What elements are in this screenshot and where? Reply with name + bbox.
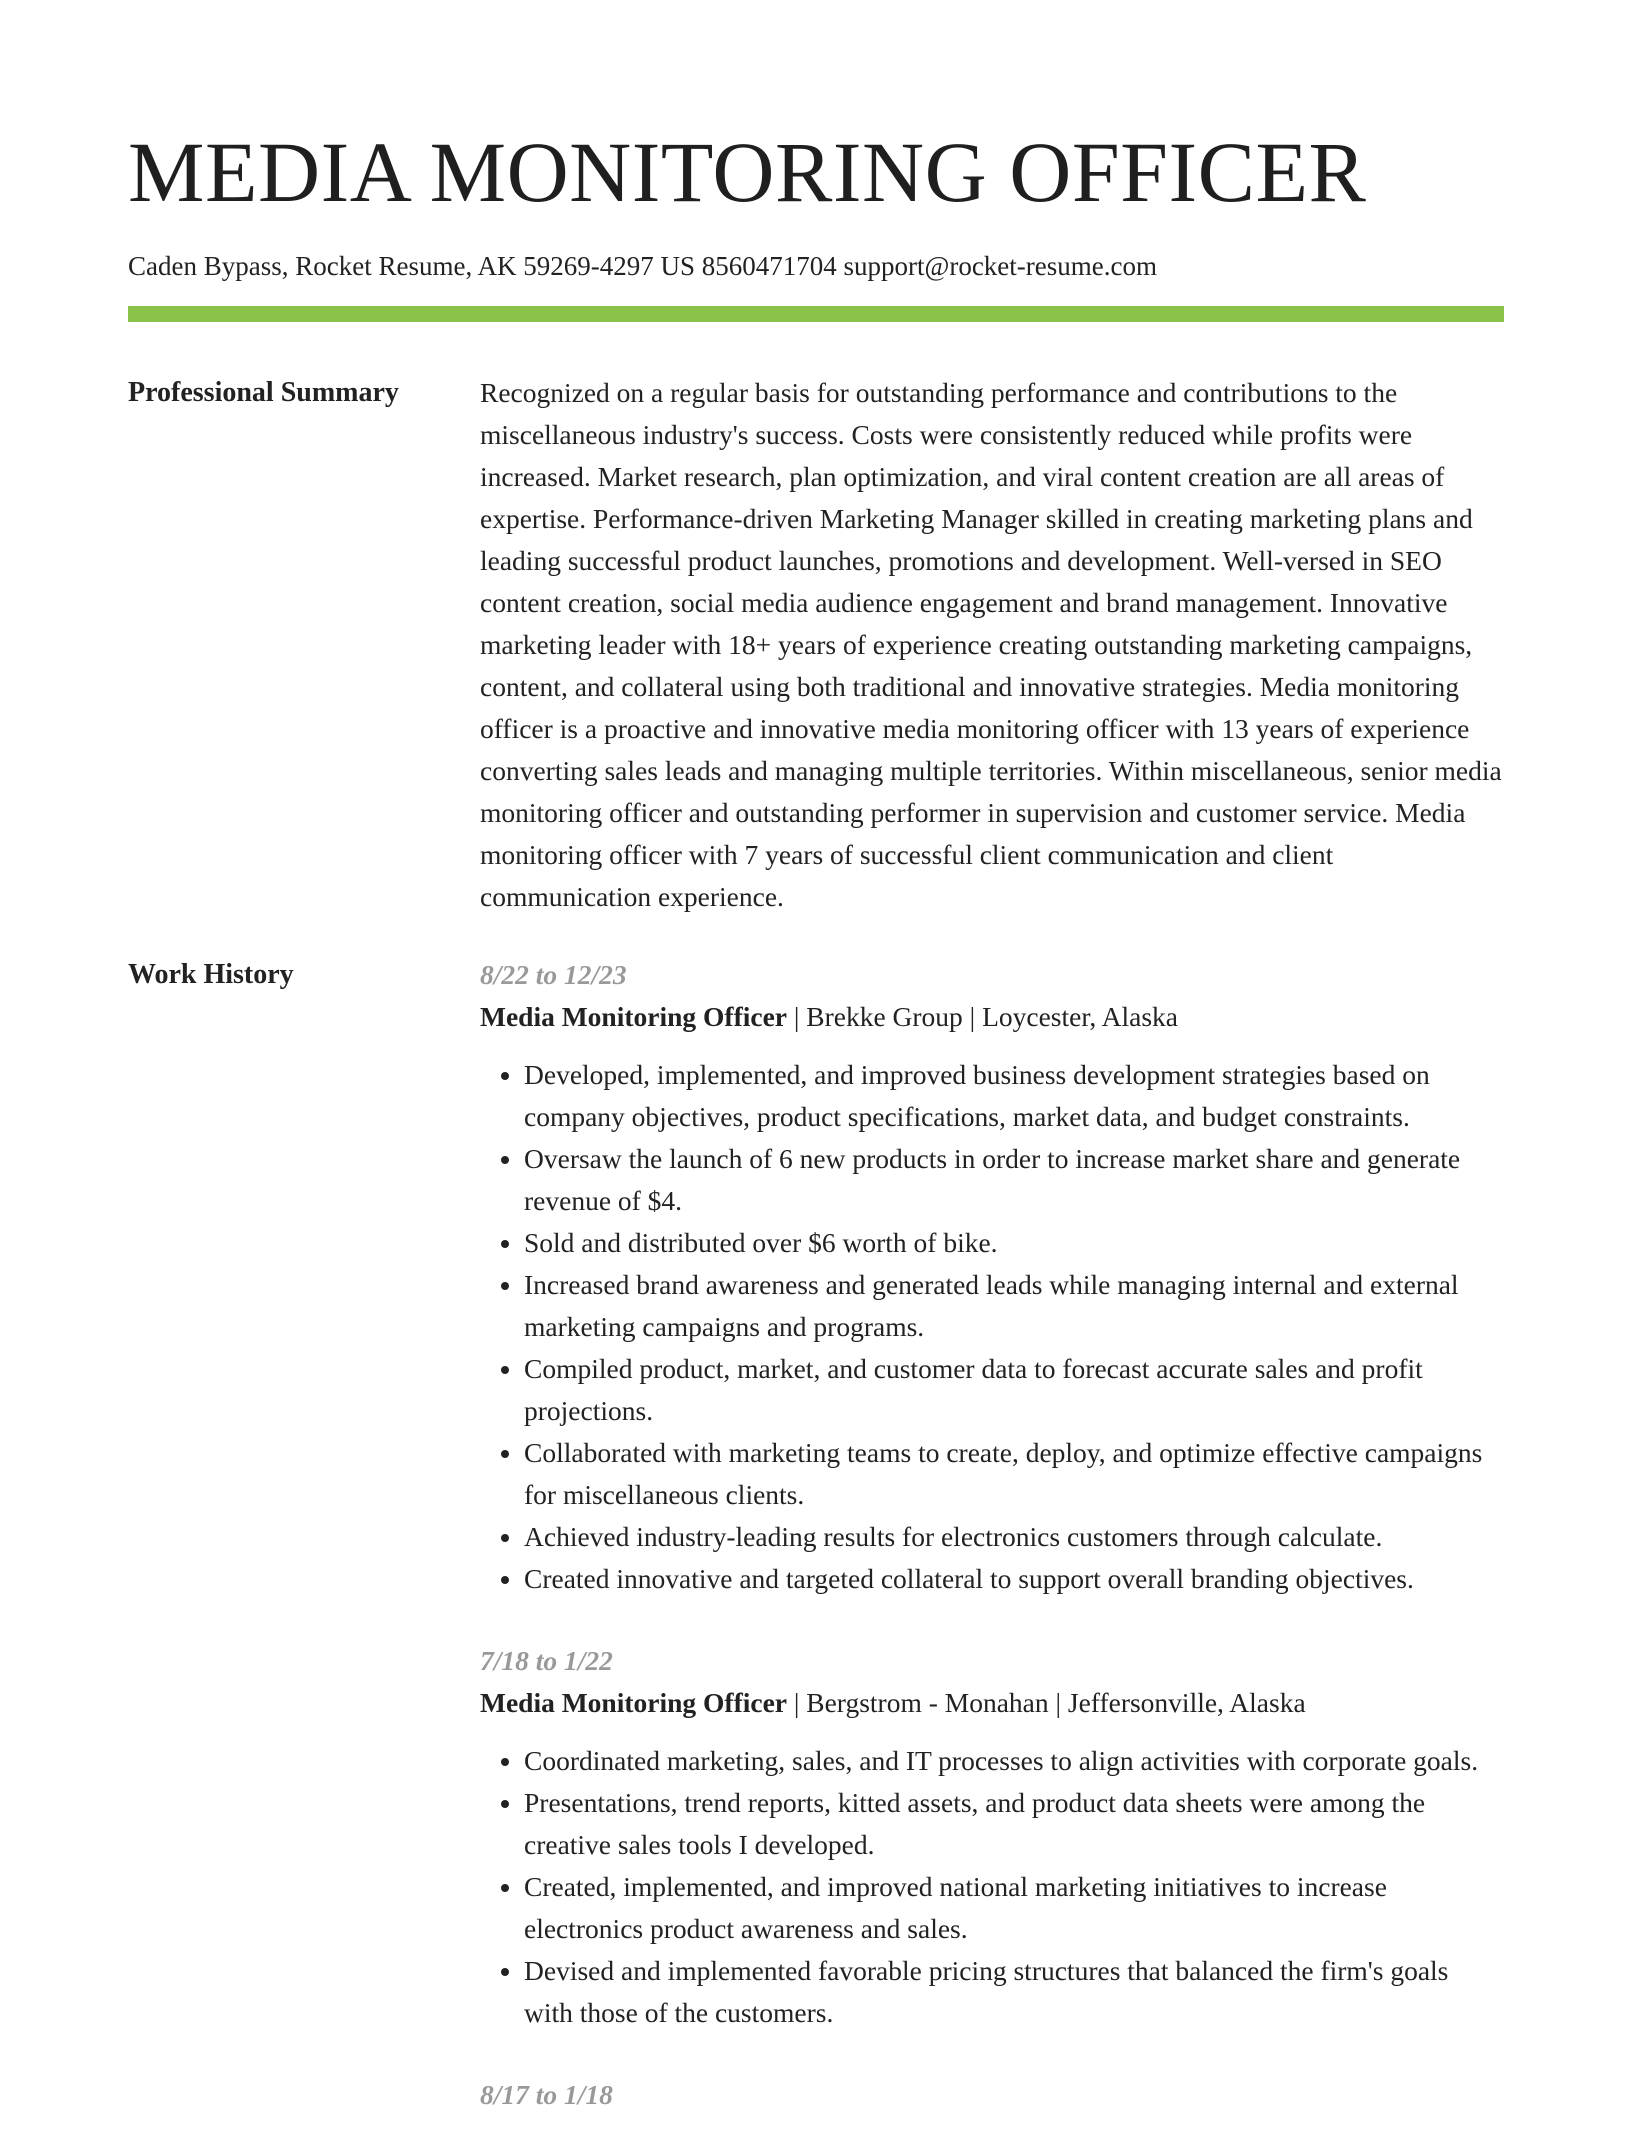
job-bullet: • Increased brand awareness and generated leads while managing internal and external marketing campaigns and programs. xyxy=(524,1264,1504,1348)
job-title-line xyxy=(480,996,1504,1038)
job-dates: 7/18 to 1/22 xyxy=(480,1645,613,1676)
job-title: Media Monitoring Officer xyxy=(480,1001,787,1032)
job-bullets xyxy=(480,1054,1504,1600)
job-bullet: • Compiled product, market, and customer data to forecast accurate sales and profit projections. xyxy=(524,1348,1504,1432)
header-divider xyxy=(128,306,1504,322)
resume-page xyxy=(128,0,1504,2156)
job-entry xyxy=(480,2074,1504,2116)
work-history-heading: Work History xyxy=(128,959,294,990)
summary-body xyxy=(480,372,1504,918)
contact-line: Caden Bypass, Rocket Resume, AK 59269-4297 US 8560471704 support@rocket-resume.com xyxy=(128,251,1157,281)
job-dates: 8/17 to 1/18 xyxy=(480,2079,613,2110)
summary-heading: Professional Summary xyxy=(128,377,399,408)
job-entry xyxy=(480,954,1504,1600)
job-entry xyxy=(480,1640,1504,2034)
job-bullet: • Presentations, trend reports, kitted assets, and product data sheets were among the creative sales tools I developed. xyxy=(524,1782,1504,1866)
job-bullet: • Collaborated with marketing teams to create, deploy, and optimize effective campaigns for miscellaneous clients. xyxy=(524,1432,1504,1516)
job-company: | Bergstrom - Monahan | Jeffersonville, Alaska xyxy=(787,1687,1306,1718)
candidate-name: MEDIA MONITORING OFFICER xyxy=(128,124,1367,220)
job-bullet: • Developed, implemented, and improved business development strategies based on company objectives, product specifications, market data, and budget constraints. xyxy=(524,1054,1504,1138)
work-history-section xyxy=(128,954,1504,2156)
job-bullet: • Achieved industry-leading results for electronics customers through calculate. xyxy=(524,1516,1504,1558)
job-bullet: • Sold and distributed over $6 worth of bike. xyxy=(524,1222,1504,1264)
job-title: Media Monitoring Officer xyxy=(480,1687,787,1718)
job-bullets xyxy=(480,1740,1504,2034)
job-bullet: • Created innovative and targeted collateral to support overall branding objectives. xyxy=(524,1558,1504,1600)
job-bullet: • Devised and implemented favorable pricing structures that balanced the firm's goals with those of the customers. xyxy=(524,1950,1504,2034)
job-bullet: • Coordinated marketing, sales, and IT processes to align activities with corporate goals. xyxy=(524,1740,1504,1782)
job-bullet: • Created, implemented, and improved national marketing initiatives to increase electronics product awareness and sales. xyxy=(524,1866,1504,1950)
job-company: | Brekke Group | Loycester, Alaska xyxy=(787,1001,1178,1032)
job-title-line xyxy=(480,1682,1504,1724)
work-history-body xyxy=(480,954,1504,2156)
summary-section xyxy=(128,372,1504,918)
job-bullet: • Oversaw the launch of 6 new products in order to increase market share and generate revenue of $4. xyxy=(524,1138,1504,1222)
job-dates: 8/22 to 12/23 xyxy=(480,959,627,990)
summary-text: Recognized on a regular basis for outstanding performance and contributions to the miscellaneous industry's success. Costs were consistently reduced while profits were increased. Market research, plan optimization, and viral content creation are all areas of expertise. Performance-driven Marketing Manager skilled in creating marketing plans and leading successful product launches, promotions and development. Well-versed in SEO content creation, social media audience engagement and brand management. Innovative marketing leader with 18+ years of experience creating outstanding marketing campaigns, content, and collateral using both traditional and innovative strategies. Media monitoring officer is a proactive and innovative media monitoring officer with 13 years of experience converting sales leads and managing multiple territories. Within miscellaneous, senior media monitoring officer and outstanding performer in supervision and customer service. Media monitoring officer with 7 years of successful client communication and client communication experience. xyxy=(480,377,1502,912)
